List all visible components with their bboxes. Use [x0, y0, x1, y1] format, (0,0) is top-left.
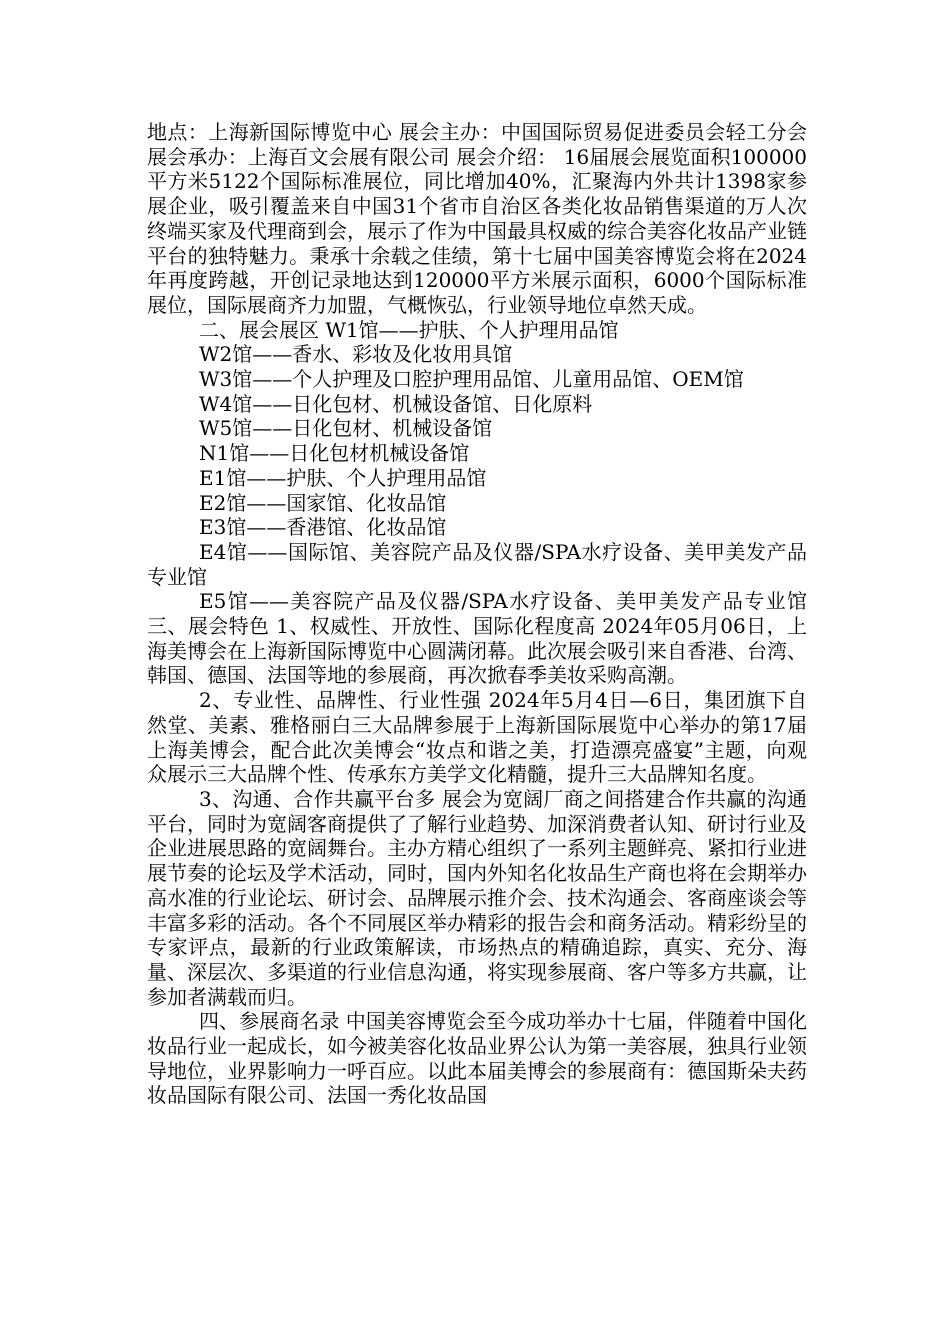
hall-line: 二、展会展区 W1馆——护肤、个人护理用品馆: [199, 317, 619, 342]
hall-line: E3馆——香港馆、化妆品馆: [199, 515, 447, 540]
hall-line: W3馆——个人护理及口腔护理用品馆、儿童用品馆、OEM馆: [199, 367, 744, 392]
feature-2-paragraph: 2、专业性、品牌性、行业性强 2024年5月4日—6日，集团旗下自然堂、美素、雅格丽白三大品牌参展于上海新国际展览中心举办的第17届上海美博会，配合此次美博会“妆点和谐之美，打造漂亮盛宴”主题，向观众展示三大品牌个性、传承东方美学文化精髓，提升三大品牌知名度。: [147, 688, 807, 787]
hall-e5-features-paragraph: E5馆——美容院产品及仪器/SPA水疗设备、美甲美发产品专业馆 三、展会特色 1、权威性、开放性、国际化程度高 2024年05月06日，上海美博会在上海新国际博览中心圆满闭幕。此次展会吸引来自香港、台湾、韩国、德国、法国等地的参展商，再次掀春季美妆采购高潮。: [147, 589, 807, 688]
hall-line: W4馆——日化包材、机械设备馆、日化原料: [199, 391, 593, 416]
hall-line: N1馆——日化包材机械设备馆: [199, 441, 470, 466]
feature-3-paragraph: 3、沟通、合作共赢平台多 展会为宽阔厂商之间搭建合作共赢的沟通平台，同时为宽阔客商提供了了解行业趋势、加深消费者认知、研讨行业及企业进展思路的宽阔舞台。主办方精心组织了一系列主题鲜亮、紧扣行业进展节奏的论坛及学术活动，同时，国内外知名化妆品生产商也将在会期举办高水准的行业论坛、研讨会、品牌展示推介会、技术沟通会、客商座谈会等丰富多彩的活动。各个不同展区举办精彩的报告会和商务活动。精彩纷呈的专家评点，最新的行业政策解读，市场热点的精确追踪，真实、充分、海量、深层次、多渠道的行业信息沟通，将实现参展商、客户等多方共赢，让参加者满载而归。: [147, 786, 807, 1009]
hall-line: E1馆——护肤、个人护理用品馆: [199, 465, 487, 490]
hall-line: E2馆——国家馆、化妆品馆: [199, 490, 447, 515]
document-page: [147, 120, 807, 1108]
hall-e4-paragraph: E4馆——国际馆、美容院产品及仪器/SPA水疗设备、美甲美发产品专业馆: [147, 539, 807, 589]
intro-paragraph: 地点：上海新国际博览中心 展会主办：中国国际贸易促进委员会轻工分会 展会承办：上海百文会展有限公司 展会介绍： 16届展会展览面积100000平方米5122个国际标准展位，同比增加40%，汇聚海内外共计1398家参展企业，吸引覆盖来自中国31个省市自治区各类化妆品销售渠道的万人次终端买家及代理商到会，展示了作为中国最具权威的综合美容化妆品产业链平台的独特魅力。秉承十余载之佳绩，第十七届中国美容博览会将在2024年再度跨越，开创记录地达到120000平方米展示面积，6000个国际标准展位，国际展商齐力加盟，气概恢弘，行业领导地位卓然天成。: [147, 120, 807, 317]
hall-line: W2馆——香水、彩妆及化妆用具馆: [199, 342, 513, 367]
exhibitors-paragraph: 四、参展商名录 中国美容博览会至今成功举办十七届，伴随着中国化妆品行业一起成长，如今被美容化妆品业界公认为第一美容展，独具行业领导地位，业界影响力一呼百应。以此本届美博会的参展商有：德国斯朵夫药妆品国际有限公司、法国一秀化妆品国: [147, 1009, 807, 1108]
hall-line: W5馆——日化包材、机械设备馆: [199, 416, 493, 441]
hall-list: [147, 318, 807, 540]
